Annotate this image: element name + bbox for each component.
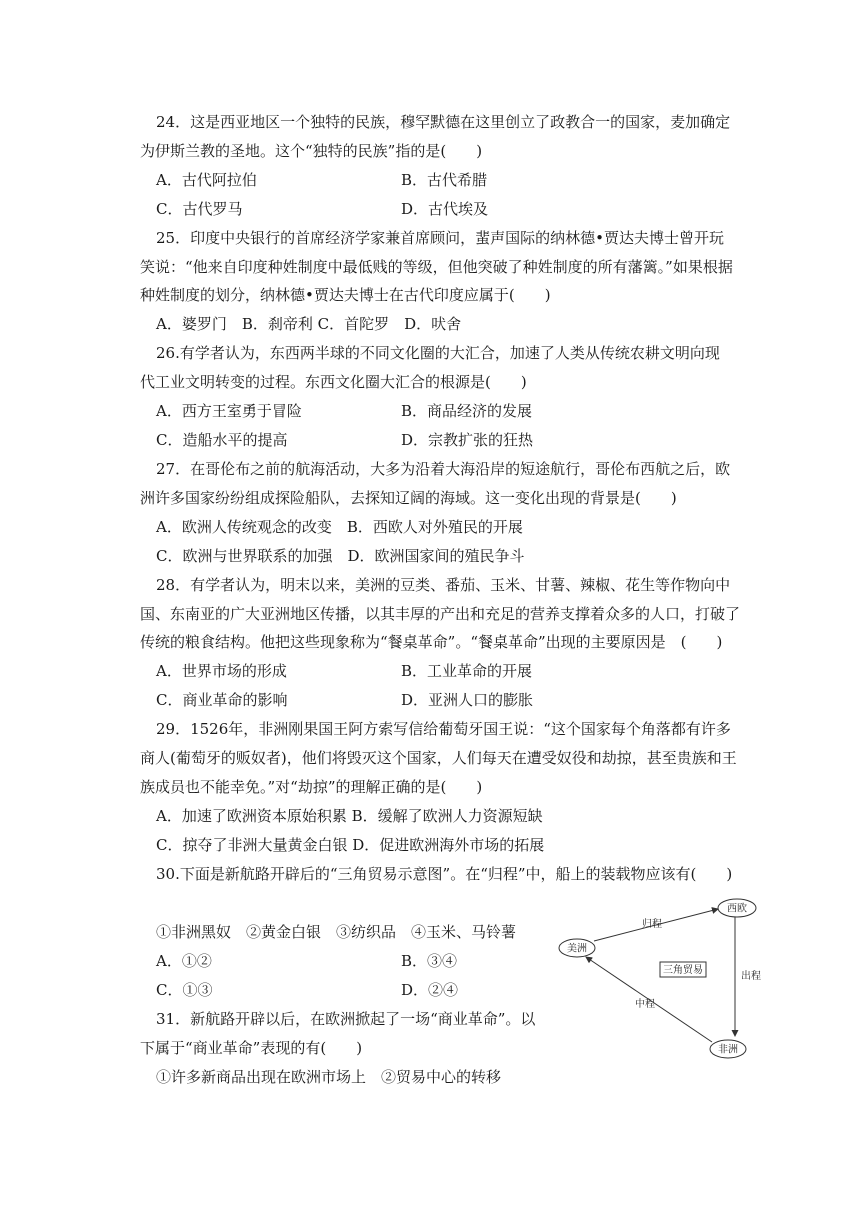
q24-option-c: C．古代罗马	[156, 200, 243, 218]
q28-stem-line3: 传统的粮食结构。他把这些现象称为“餐桌革命”。“餐桌革命”出现的主要原因是 ( )	[140, 633, 723, 651]
q25-stem-line1: 25．印度中央银行的首席经济学家兼首席顾问，蜚声国际的纳林德•贾达夫博士曾开玩	[156, 229, 724, 247]
node-west-europe-label: 西欧	[727, 903, 747, 915]
q29-stem-line1: 29．1526年，非洲刚果国王阿方索写信给葡萄牙国王说：“这个国家每个角落都有许多	[156, 720, 731, 738]
triangle-trade-diagram	[548, 894, 780, 1062]
q28-option-d: D．亚洲人口的膨胀	[401, 691, 534, 709]
q27-options-line1: A．欧洲人传统观念的改变 B．西欧人对外殖民的开展	[156, 518, 523, 536]
q27-options-line2: C．欧洲与世界联系的加强 D．欧洲国家间的殖民争斗	[156, 547, 525, 565]
edge-middle-label: 中程	[635, 999, 655, 1010]
center-label: 三角贸易	[663, 965, 703, 976]
q26-option-c: C．造船水平的提高	[156, 431, 288, 449]
q28-stem-line1: 28．有学者认为，明末以来，美洲的豆类、番茄、玉米、甘薯、辣椒、花生等作物向中	[156, 576, 731, 594]
q28-option-b: B．工业革命的开展	[401, 662, 533, 680]
node-africa-label: 非洲	[718, 1044, 738, 1056]
q26-option-d: D．宗教扩张的狂热	[401, 431, 534, 449]
q29-options-line2: C．掠夺了非洲大量黄金白银 D．促进欧洲海外市场的拓展	[156, 836, 545, 854]
q25-stem-line2: 笑说：“他来自印度种姓制度中最低贱的等级，但他突破了种姓制度的所有藩篱。”如果根据	[140, 258, 733, 276]
q24-option-d: D．古代埃及	[401, 200, 489, 218]
q30-option-a: A．①②	[156, 952, 212, 970]
q30-option-c: C．①③	[156, 981, 213, 999]
q28-option-c: C．商业革命的影响	[156, 691, 288, 709]
q24-stem-line1: 24．这是西亚地区一个独特的民族，穆罕默德在这里创立了政教合一的国家，麦加确定	[156, 113, 731, 131]
q27-stem-line1: 27．在哥伦布之前的航海活动，大多为沿着大海沿岸的短途航行，哥伦布西航之后，欧	[156, 460, 731, 478]
q29-options-line1: A．加速了欧洲资本原始积累 B．缓解了欧洲人力资源短缺	[156, 807, 543, 825]
q30-items: ①非洲黑奴 ②黄金白银 ③纺织品 ④玉米、马铃薯	[156, 923, 517, 941]
q25-options: A．婆罗门 B．刹帝利 C．首陀罗 D．吠舍	[156, 315, 462, 333]
q31-items: ①许多新商品出现在欧洲市场上 ②贸易中心的转移	[156, 1068, 502, 1086]
q30-option-b: B．③④	[401, 952, 458, 970]
q26-option-b: B．商品经济的发展	[401, 402, 533, 420]
q26-option-a: A．西方王室勇于冒险	[156, 402, 302, 420]
edge-return-label: 归程	[642, 919, 662, 930]
q27-stem-line2: 洲许多国家纷纷组成探险船队，去探知辽阔的海域。这一变化出现的背景是( )	[140, 489, 677, 507]
q31-stem-line1: 31．新航路开辟以后，在欧洲掀起了一场“商业革命”。以	[156, 1010, 536, 1028]
q29-stem-line3: 族成员也不能幸免。”对“劫掠”的理解正确的是( )	[140, 778, 483, 796]
edge-outbound-label: 出程	[741, 971, 761, 982]
q28-stem-line2: 国、东南亚的广大亚洲地区传播，以其丰厚的产出和充足的营养支撑着众多的人口，打破了	[140, 605, 741, 623]
q24-option-b: B．古代希腊	[401, 171, 488, 189]
node-america-label: 美洲	[567, 943, 587, 955]
q25-stem-line3: 种姓制度的划分，纳林德•贾达夫博士在古代印度应属于( )	[140, 286, 551, 304]
q31-stem-line2: 下属于“商业革命”表现的有( )	[140, 1039, 363, 1057]
q26-stem-line1: 26.有学者认为，东西两半球的不同文化圈的大汇合，加速了人类从传统农耕文明向现	[156, 344, 720, 362]
q30-stem-line1: 30.下面是新航路开辟后的“三角贸易示意图”。在“归程”中，船上的装载物应该有( )	[156, 865, 733, 883]
q30-option-d: D．②④	[401, 981, 459, 999]
q24-option-a: A．古代阿拉伯	[156, 171, 257, 189]
q24-stem-line2: 为伊斯兰教的圣地。这个“独特的民族”指的是( )	[140, 142, 483, 160]
q29-stem-line2: 商人(葡萄牙的贩奴者)，他们将毁灭这个国家，人们每天在遭受奴役和劫掠，甚至贵族和王	[140, 749, 737, 767]
q28-option-a: A．世界市场的形成	[156, 662, 287, 680]
q26-stem-line2: 代工业文明转变的过程。东西文化圈大汇合的根源是( )	[140, 373, 527, 391]
